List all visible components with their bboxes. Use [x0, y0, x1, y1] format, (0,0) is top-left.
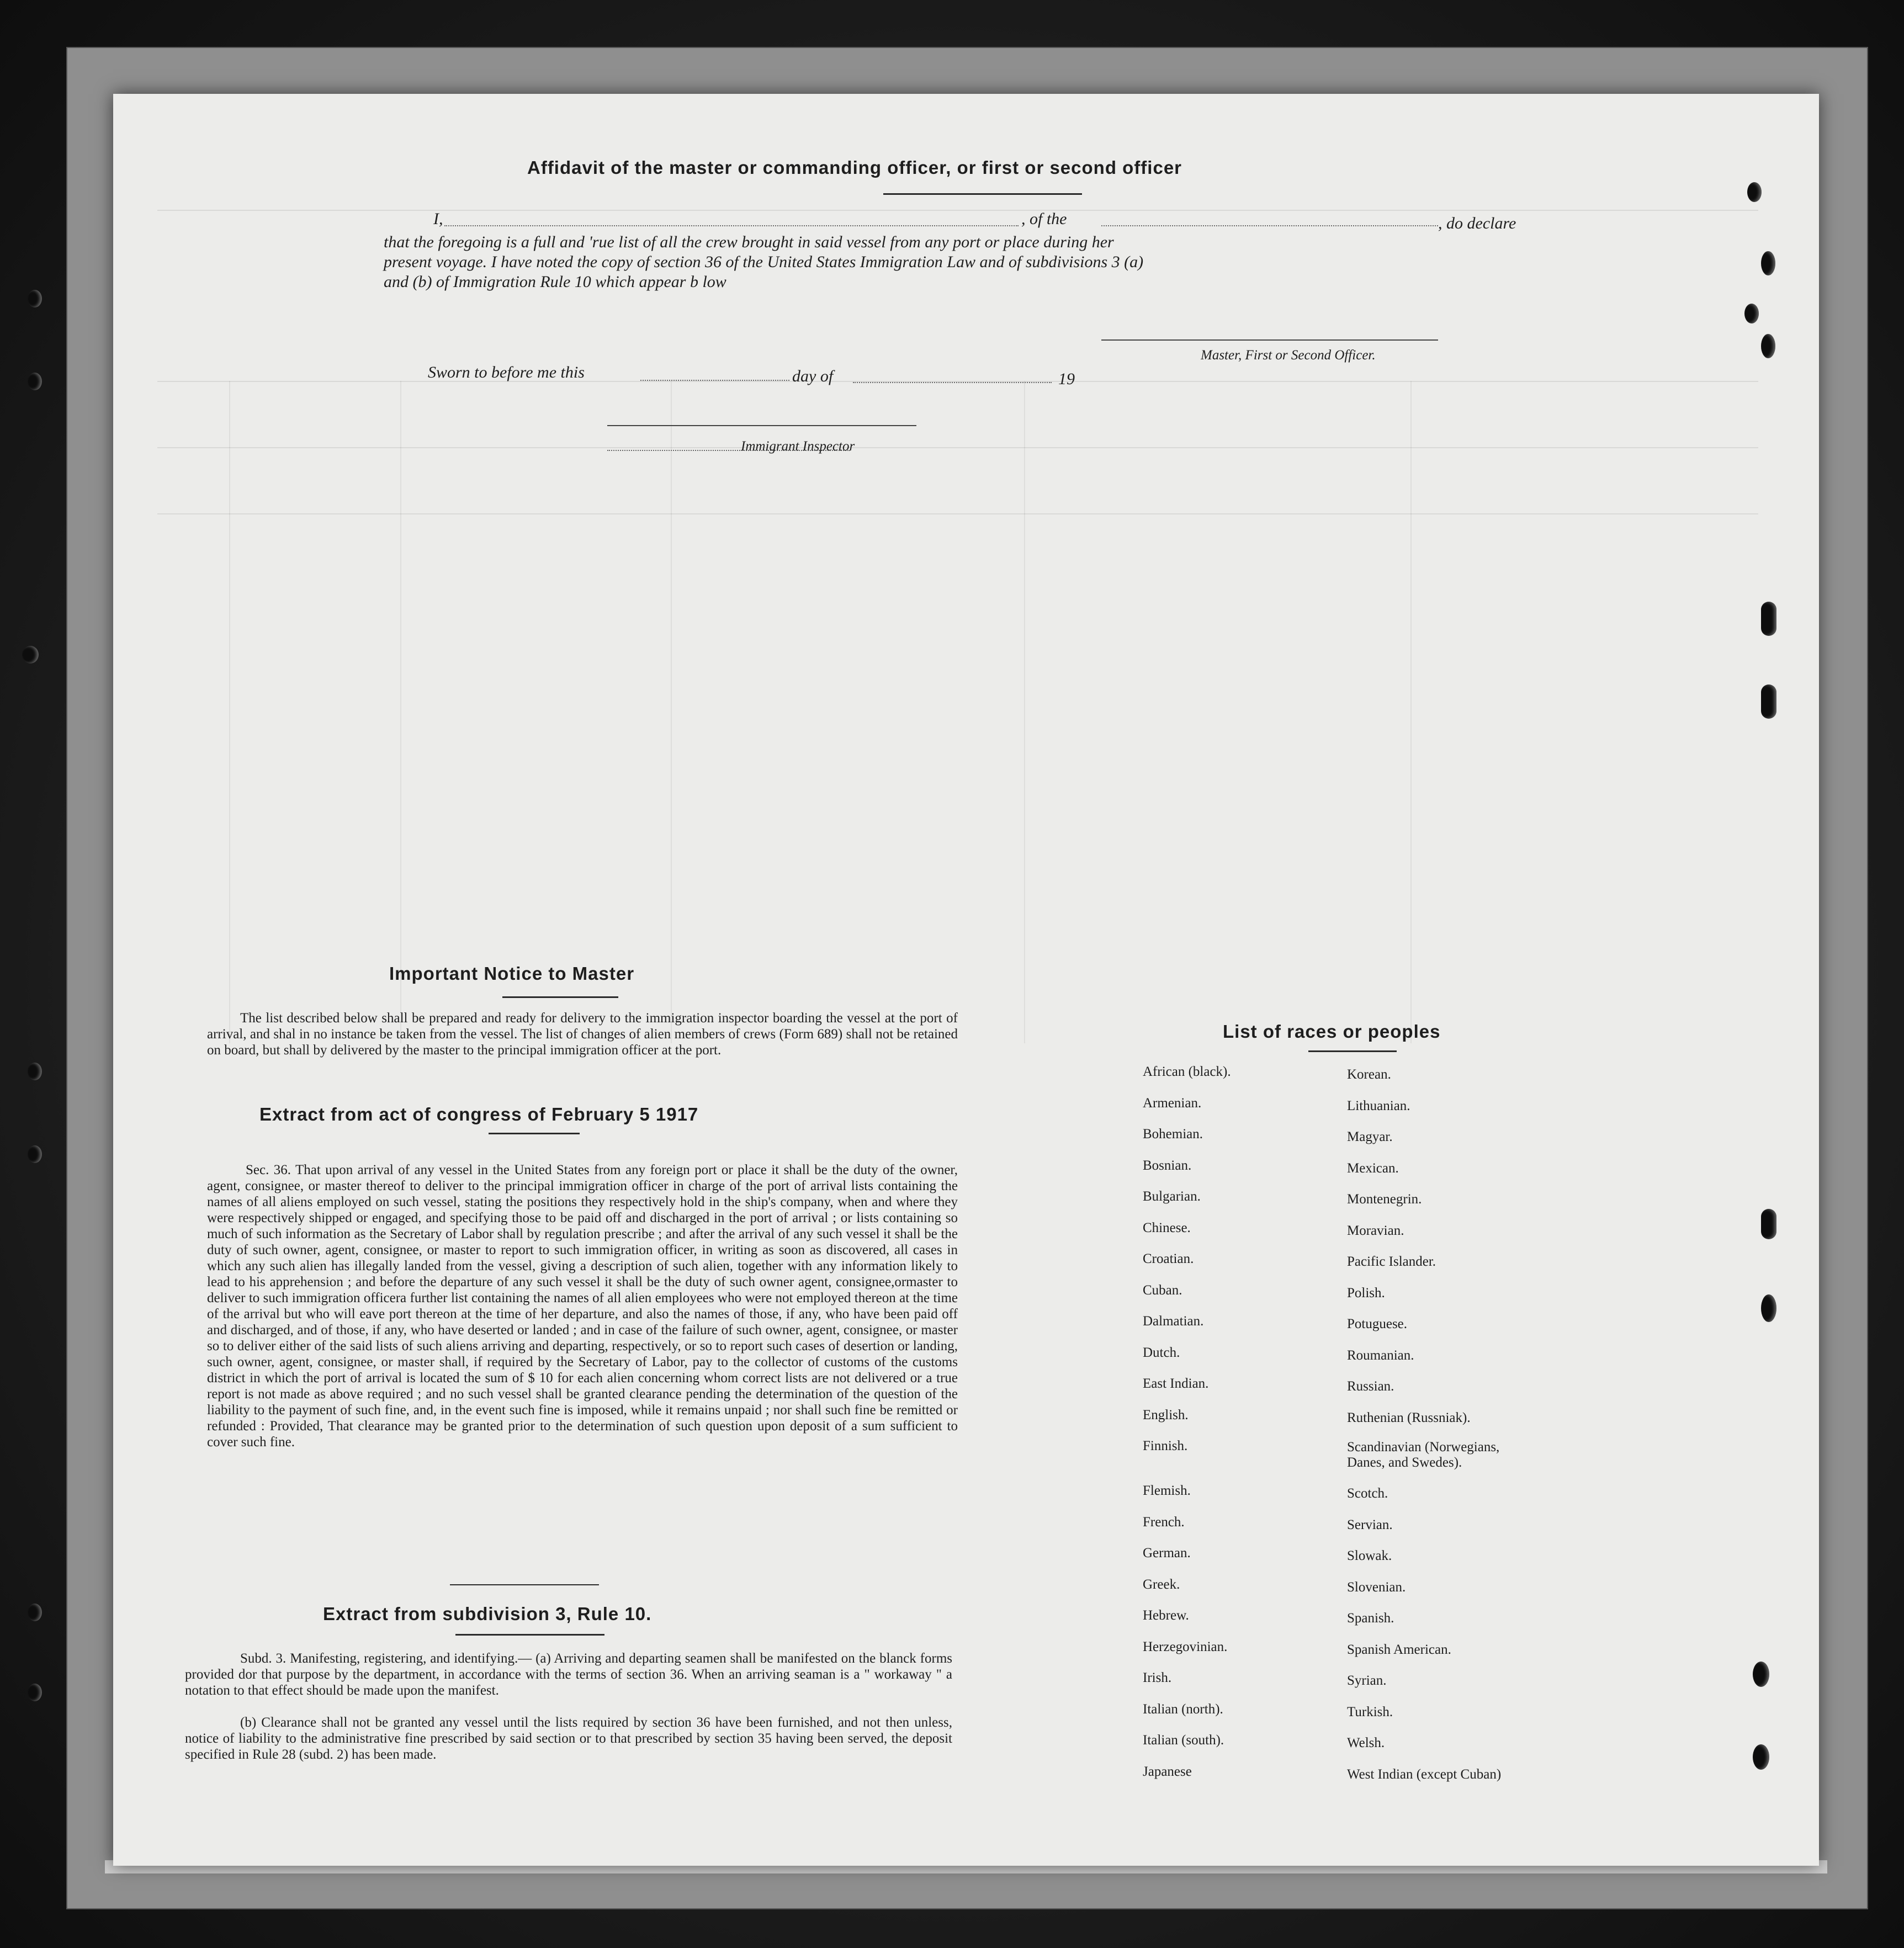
- rule-underline: [455, 1634, 604, 1636]
- races-title: List of races or peoples: [1223, 1021, 1441, 1042]
- race-item: Roumanian.: [1347, 1347, 1414, 1363]
- bleed-through-rule: [671, 381, 672, 1043]
- race-item: Italian (south).: [1143, 1733, 1224, 1748]
- act-underline: [489, 1133, 580, 1134]
- race-item: Dalmatian.: [1143, 1314, 1204, 1329]
- race-item: Spanish.: [1347, 1611, 1394, 1626]
- race-item: Ruthenian (Russniak).: [1347, 1410, 1471, 1425]
- punch-hole: [28, 1684, 42, 1701]
- punch-hole: [22, 646, 39, 664]
- race-item: Moravian.: [1347, 1223, 1404, 1238]
- race-item: Servian.: [1347, 1517, 1393, 1532]
- punch-hole: [1761, 334, 1775, 358]
- signature-line: [1101, 339, 1438, 341]
- affidavit-title: Affidavit of the master or commanding officer, or first or second officer: [527, 157, 1182, 178]
- rule-title: Extract from subdivision 3, Rule 10.: [323, 1604, 652, 1624]
- inspector-signature-line: [607, 425, 916, 426]
- bleed-through-rule: [400, 381, 401, 1043]
- race-item: Mexican.: [1347, 1160, 1399, 1176]
- section-divider: [450, 1584, 599, 1585]
- race-item: Scandinavian (Norwegians, Danes, and Swedes).: [1347, 1440, 1500, 1470]
- act-title: Extract from act of congress of February 5 1917: [259, 1104, 699, 1124]
- race-item: Hebrew.: [1143, 1608, 1189, 1623]
- race-item: Dutch.: [1143, 1345, 1180, 1360]
- punch-hole: [1761, 684, 1776, 719]
- inspector-label: Immigrant Inspector: [741, 439, 855, 454]
- race-item: Japanese: [1143, 1764, 1192, 1779]
- race-item: Finnish.: [1143, 1439, 1188, 1453]
- races-underline: [1308, 1050, 1397, 1052]
- race-item: Slowak.: [1347, 1548, 1392, 1563]
- punch-hole: [1761, 1209, 1776, 1239]
- race-item: Flemish.: [1143, 1483, 1191, 1498]
- race-item: Welsh.: [1347, 1735, 1385, 1750]
- punch-hole: [28, 1063, 42, 1080]
- title-underline: [883, 193, 1082, 195]
- affidavit-i: I,: [433, 210, 443, 228]
- affidavit-of-the: , of the: [1021, 210, 1067, 228]
- affidavit-line-4: and (b) of Immigration Rule 10 which appear b low: [384, 273, 726, 291]
- race-item: Lithuanian.: [1347, 1098, 1410, 1113]
- race-item: Montenegrin.: [1347, 1192, 1422, 1207]
- race-item: Russian.: [1347, 1379, 1394, 1394]
- race-item: Turkish.: [1347, 1704, 1393, 1719]
- race-item: Italian (north).: [1143, 1701, 1223, 1717]
- vessel-blank: [1101, 225, 1438, 226]
- act-section-36-text: Sec. 36. That upon arrival of any vessel in the United States from any foreign port or place it shall be the duty of the owner, agent, consignee, or master thereof to deliver to the principal immigration officer in charge of the port of arrival lists containing the names of all aliens employed on such vessel, stating the positions they respectively hold in the ship's company, when and where they were respectively shipped or engaged, and specifying those to be paid off and discharged in the port of arrival ; or lists containing so much of such information as the Secretary of Labor shall by regulation prescribe ; and after the arrival of any such vessel it shall be the duty of such owner, agent, consignee, or master to report to such immigration officer, in writing as soon as discovered, all cases in which any such alien has illegally landed from the vessel, giving a description of such alien, together with any information likely to lead to his apprehension ; and before the departure of any such vessel it shall be the duty of such owner agent, consignee,ormaster to deliver to such immigration officera further list containing the names of all alien employees who were not employed thereon at the time of the arrival but who will eave port thereon at the time of her departure, and also the names of those, if any, who have been paid off and discharged, and of those, if any, who have deserted or landed ; and in case of the failure of such owner, agent, consignee, or master so to deliver either of the said lists of such aliens arriving and departing, respectively, or so to report such cases of desertion or landing, such owner, agent, consignee, or master shall, if required by the Secretary of Labor, pay to the collector of customs of the customs district in which the port of arrival is located the sum of $ 10 for each alien concerning whom correct lists are not delivered or a true report is not made as above required ; and no such vessel shall be granted clearance pending the determination of the question of the liability to the payment of such fine, and, in the event such fine is imposed, while it remains unpaid ; nor shall such fine be remitted or refunded : Provided, That clearance may be granted prior to the determination of such question upon deposit of a sum sufficient to cover such fine.: [207, 1163, 958, 1450]
- rule-subd-a-text: Subd. 3. Manifesting, registering, and identifying.— (a) Arriving and departing seamen shall be manifested on the blanck forms provided dor that purpose by the department, in accordance with the terms of section 36. When an arriving seaman is a " workaway " a notation to that effect should be made upon the manifest.: [185, 1651, 952, 1698]
- races-left-column: [1143, 1063, 1231, 1793]
- race-item: Bohemian.: [1143, 1127, 1203, 1142]
- punch-hole: [1761, 251, 1775, 275]
- month-blank: [853, 382, 1052, 383]
- bleed-through-rule: [157, 513, 1758, 514]
- race-item: English.: [1143, 1407, 1189, 1422]
- day-blank: [640, 380, 789, 381]
- race-item: Armenian.: [1143, 1095, 1202, 1111]
- race-item: West Indian (except Cuban): [1347, 1766, 1502, 1782]
- affidavit-line-2: that the foregoing is a full and 'rue list of all the crew brought in said vessel from any port or place during her: [384, 233, 1114, 251]
- bleed-through-rule: [229, 381, 230, 1043]
- signature-label: Master, First or Second Officer.: [1201, 348, 1376, 363]
- race-item: Slovenian.: [1347, 1579, 1406, 1595]
- punch-hole: [1761, 602, 1776, 636]
- race-item: Pacific Islander.: [1347, 1254, 1436, 1269]
- punch-hole: [28, 1604, 42, 1621]
- race-item: Cuban.: [1143, 1282, 1182, 1298]
- race-item: Bosnian.: [1143, 1158, 1192, 1173]
- race-item: Scotch.: [1347, 1486, 1388, 1501]
- race-item: Croatian.: [1143, 1251, 1194, 1266]
- bleed-through-rule: [157, 447, 1758, 448]
- bleed-through-rule: [1024, 381, 1025, 1043]
- punch-hole: [1753, 1662, 1769, 1687]
- race-item: Irish.: [1143, 1670, 1172, 1685]
- document-page: [113, 94, 1819, 1866]
- race-item: East Indian.: [1143, 1376, 1209, 1391]
- race-item: Potuguese.: [1347, 1317, 1408, 1331]
- race-item: Syrian.: [1347, 1673, 1387, 1688]
- punch-hole: [1753, 1744, 1769, 1770]
- race-item: Bulgarian.: [1143, 1189, 1201, 1204]
- race-item: Spanish American.: [1347, 1642, 1451, 1657]
- race-item: German.: [1143, 1546, 1191, 1560]
- punch-hole: [28, 373, 42, 390]
- race-item: Herzegovinian.: [1143, 1639, 1228, 1654]
- sworn-text: Sworn to before me this: [428, 363, 585, 381]
- punch-hole: [1744, 304, 1759, 323]
- punch-hole: [1761, 1294, 1776, 1322]
- year-prefix: 19: [1058, 370, 1075, 388]
- race-item: Magyar.: [1347, 1129, 1393, 1144]
- rule-subd-b-text: (b) Clearance shall not be granted any vessel until the lists required by section 36 have been furnished, and not then unless, notice of liability to the administrative fine prescribed by said section or to that prescribed by section 35 having been served, the deposit specified in Rule 28 (subd. 2) has been made.: [185, 1715, 952, 1762]
- name-blank: [444, 225, 1019, 226]
- affidavit-line-3: present voyage. I have noted the copy of section 36 of the United States Immigration Law and of subdivisions 3 (a): [384, 253, 1144, 271]
- notice-text: The list described below shall be prepared and ready for delivery to the immigration inspector boarding the vessel at the port of arrival, and shal in no instance be taken from the vessel. The list of changes of alien members of crews (Form 689) shall not be retained on board, but shall by delivered by the master to the principal immigration officer at the port.: [207, 1011, 958, 1058]
- race-item: Korean.: [1347, 1067, 1391, 1082]
- affidavit-declare: , do declare: [1438, 214, 1516, 232]
- bleed-through-rule: [157, 210, 1758, 211]
- notice-underline: [502, 996, 618, 998]
- notice-title: Important Notice to Master: [389, 963, 635, 984]
- bleed-through-rule: [1410, 381, 1412, 1043]
- race-item: Greek.: [1143, 1577, 1180, 1592]
- punch-hole: [1747, 182, 1762, 202]
- race-item: Chinese.: [1143, 1220, 1191, 1235]
- race-item: French.: [1143, 1514, 1185, 1530]
- punch-hole: [28, 1145, 42, 1163]
- race-item: African (black).: [1143, 1064, 1231, 1079]
- races-right-column: [1347, 1065, 1535, 1796]
- punch-hole: [28, 290, 42, 307]
- day-of-text: day of: [792, 367, 834, 385]
- race-item: Polish.: [1347, 1285, 1385, 1301]
